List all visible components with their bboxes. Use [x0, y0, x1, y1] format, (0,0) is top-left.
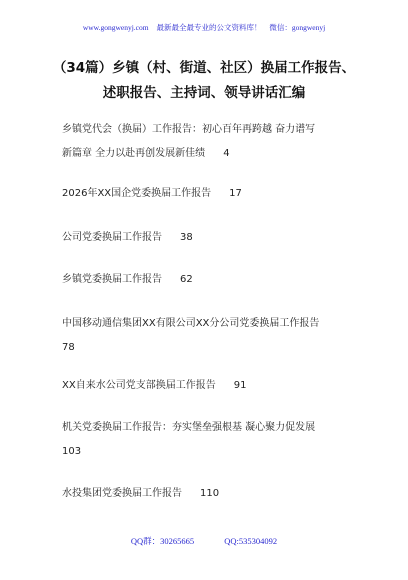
- toc-entry[interactable]: [62, 182, 362, 206]
- toc-entry-page: 38: [180, 232, 193, 243]
- toc-entry-page: 17: [229, 188, 242, 199]
- toc-entry[interactable]: [62, 226, 362, 250]
- toc-entry-page: 91: [233, 380, 247, 391]
- toc-entry-title: 公司党委换届工作报告: [62, 232, 162, 243]
- toc-entry-title-cont: 新篇章 全力以赴再创发展新佳绩: [62, 148, 206, 159]
- toc-entry-page: 110: [200, 488, 220, 499]
- toc-entry-title: 中国移动通信集团XX有限公司XX分公司党委换届工作报告: [62, 318, 320, 329]
- qq-number: QQ:535304092: [224, 536, 278, 546]
- toc-entry-title: 机关党委换届工作报告：夯实堡垒强根基 凝心聚力促发展: [62, 422, 316, 433]
- toc-entry[interactable]: [62, 268, 362, 292]
- qq-group: QQ群：30265665: [130, 536, 195, 546]
- toc-entry-page: 4: [223, 148, 230, 159]
- toc-entry-title: 乡镇党委换届工作报告: [62, 274, 162, 285]
- site-slogan: 最新最全最专业的公文资料库！: [156, 23, 262, 32]
- document-title-line-1: （34篇）乡镇（村、街道、社区）换届工作报告、: [52, 60, 356, 76]
- toc-entry-page: 62: [180, 274, 193, 285]
- toc-entry[interactable]: [62, 374, 362, 398]
- toc-entry-title: XX自来水公司党支部换届工作报告: [62, 380, 216, 391]
- document-title-line-2: 述职报告、主持词、领导讲话汇编: [102, 85, 306, 101]
- site-url[interactable]: www.gongwenyj.com: [82, 23, 149, 32]
- toc-entry-title: 水投集团党委换届工作报告: [62, 488, 182, 499]
- toc-entry[interactable]: [62, 482, 362, 506]
- toc-entry-page: 103: [62, 446, 82, 457]
- site-header: [0, 22, 408, 33]
- page-footer: [0, 535, 408, 547]
- toc-entry-page: 78: [62, 342, 75, 353]
- toc-entry[interactable]: [62, 118, 362, 166]
- toc-entry-title: 2026年XX国企党委换届工作报告: [62, 188, 212, 199]
- toc-entry[interactable]: [62, 416, 362, 464]
- toc-entry[interactable]: [62, 312, 362, 360]
- wechat-id: 微信：gongwenyj: [269, 23, 326, 32]
- toc-entry-title: 乡镇党代会（换届）工作报告：初心百年再跨越 奋力谱写: [62, 124, 316, 135]
